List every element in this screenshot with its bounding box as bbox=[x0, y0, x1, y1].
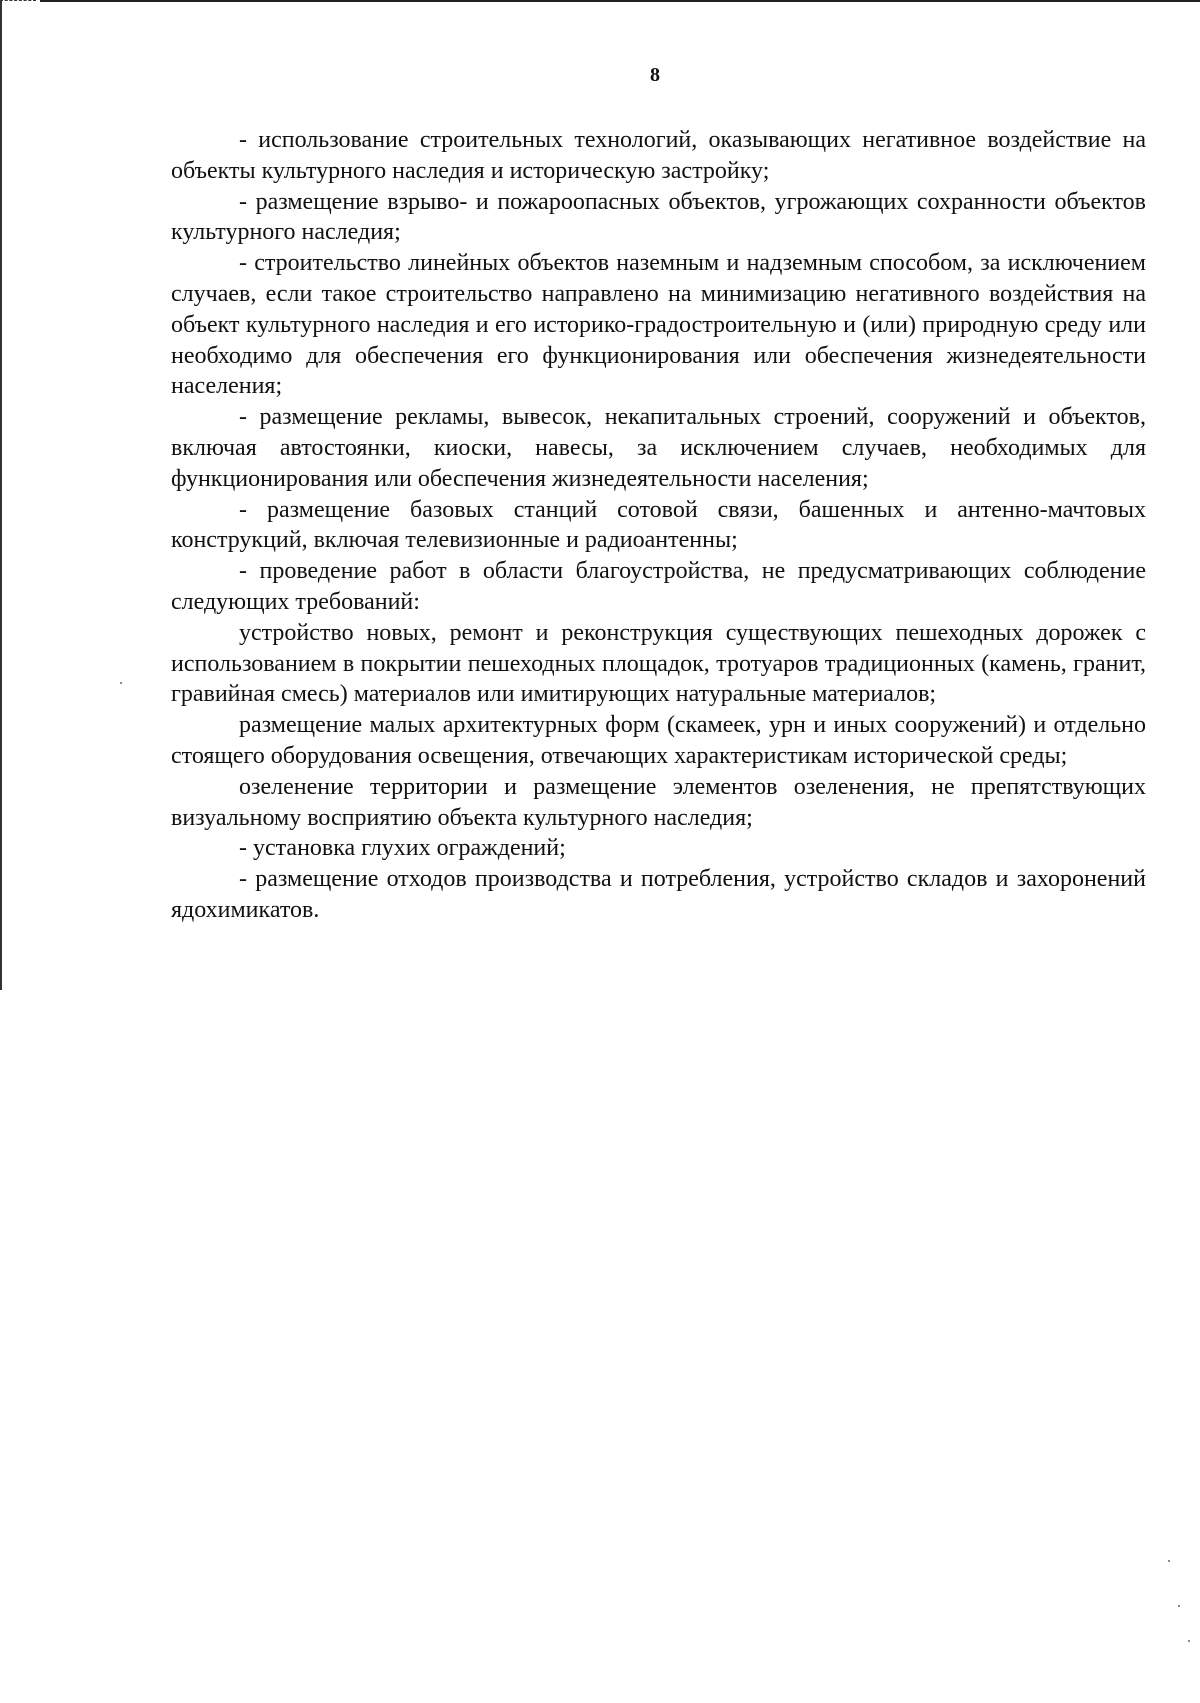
paragraph: - размещение базовых станций сотовой связи, башенных и антенно-мачтовых конструкций, включая телевизионные и радиоантенны; bbox=[171, 496, 1146, 554]
scan-edge-dash bbox=[0, 0, 36, 2]
paragraph: - проведение работ в области благоустройства, не предусматривающих соблюдение следующих требований: bbox=[171, 558, 1146, 615]
paragraph: устройство новых, ремонт и реконструкция существующих пешеходных дорожек с использованием в покрытии пешеходных площадок, тротуаров традиционных (камень, гранит, гравийная смесь) материалов или имитирующих натуральные материалов; bbox=[171, 619, 1146, 708]
paragraph: озеленение территории и размещение элементов озеленения, не препятствующих визуальному восприятию объекта культурного наследия; bbox=[171, 773, 1146, 831]
paragraph: - использование строительных технологий, оказывающих негативное воздействие на объекты культурного наследия и историческую застройку; bbox=[171, 127, 1146, 184]
paragraph: - строительство линейных объектов наземным и надземным способом, за исключением случаев, если такое строительство направлено на минимизацию негативного воздействия на объект культурного наследия и его историко-градостроительную и (или) природную среду или необходимо для обеспечения его функционирования или обеспечения жизнедеятельности населения; bbox=[171, 250, 1146, 400]
scan-edge-top bbox=[40, 0, 1200, 2]
scan-speck bbox=[120, 682, 122, 684]
paragraph: - размещение отходов производства и потребления, устройство складов и захоронений ядохимикатов. bbox=[171, 866, 1146, 923]
page-number: 8 bbox=[650, 64, 660, 86]
scan-edge-left bbox=[0, 0, 2, 990]
paragraph: - размещение рекламы, вывесок, некапитальных строений, сооружений и объектов, включая автостоянки, киоски, навесы, за исключением случаев, необходимых для функционирования или обеспечения жизнедеятельности населения; bbox=[171, 404, 1146, 492]
paragraph: - установка глухих ограждений; bbox=[239, 835, 566, 862]
scan-speck bbox=[1188, 1640, 1190, 1642]
document-body bbox=[171, 125, 1146, 926]
scan-speck bbox=[1168, 1560, 1170, 1562]
paragraph: - размещение взрыво- и пожароопасных объектов, угрожающих сохранности объектов культурного наследия; bbox=[171, 188, 1146, 246]
scan-speck bbox=[1178, 1605, 1180, 1607]
paragraph: размещение малых архитектурных форм (скамеек, урн и иных сооружений) и отдельно стоящего оборудования освещения, отвечающих характеристикам исторической среды; bbox=[171, 712, 1146, 769]
